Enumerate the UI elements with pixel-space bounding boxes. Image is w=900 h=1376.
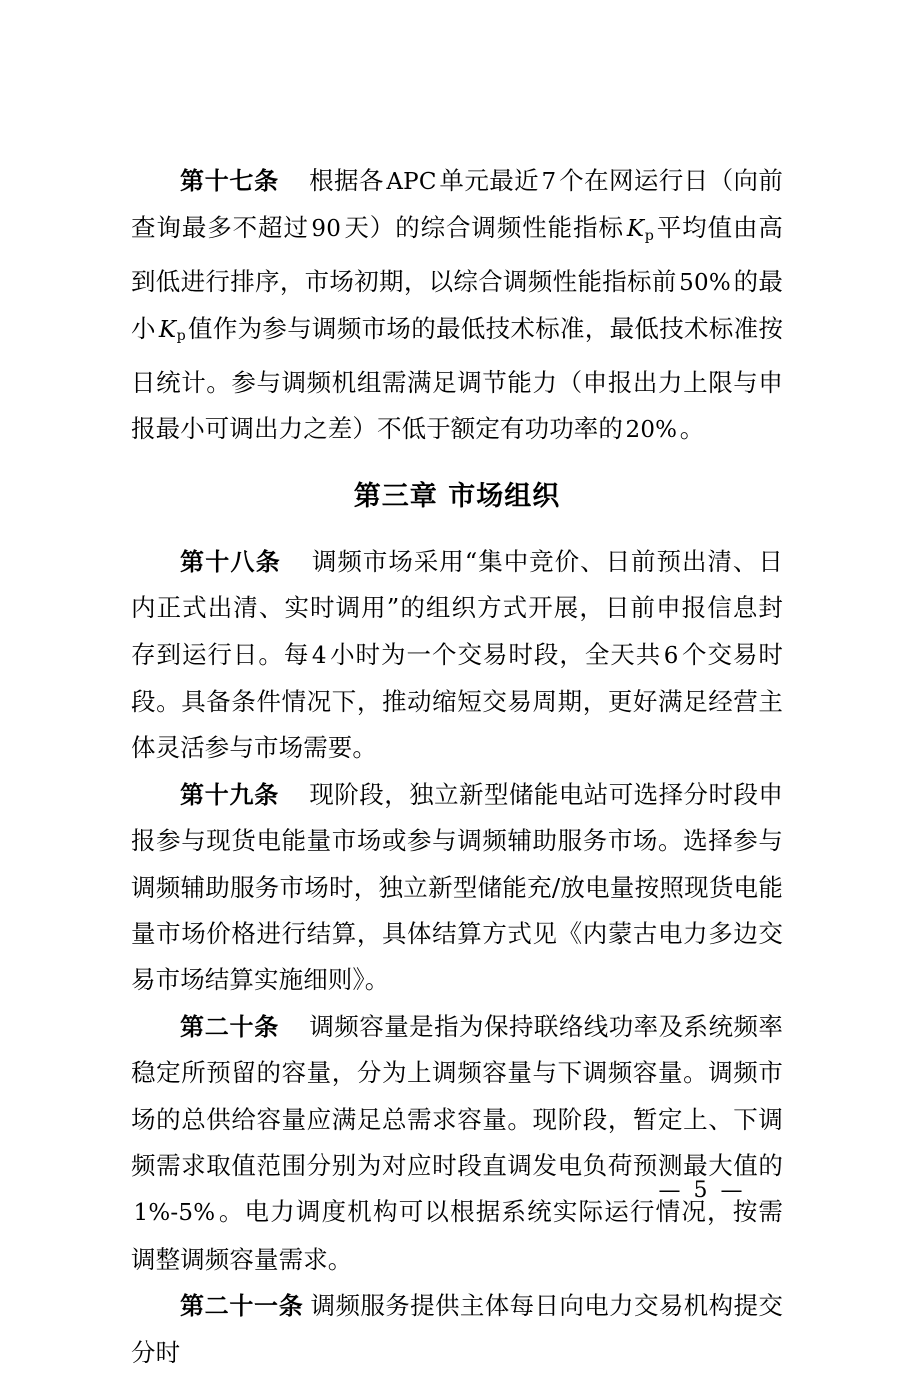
paragraph-article-17	[131, 158, 783, 454]
article-17-text-6: 的最小	[131, 266, 783, 344]
article-17-text-4: 天）的综合调频性能指标	[343, 213, 624, 243]
article-17-latin-1: APC	[386, 169, 437, 195]
article-20-latin-1: 1%-5%	[133, 1200, 216, 1227]
article-label-19: 第十九条	[180, 780, 279, 809]
article-17-text-1: 根据各	[308, 166, 384, 195]
article-19-text-1: 现阶段，独立新型储能电站可选择分时段申报参与现货电能量市场或参与调频辅助服务市场。选择参与调频辅助服务市场时，独立新型储能充/放电量按照现货电能量市场价格进行结算，具体结算方式见《内蒙古电力多边交易市场结算实施细则》。	[131, 779, 783, 995]
paragraph-article-20	[131, 1004, 783, 1283]
article-17-latin-4: 50%	[679, 269, 731, 296]
article-18-text-2: 小时为一个交易时段，全天共	[329, 639, 662, 669]
page-footer	[0, 1178, 900, 1203]
variable-kp-1-subscript: p	[644, 227, 654, 244]
article-17-latin-2: 7	[541, 169, 557, 195]
paragraph-article-18	[131, 539, 783, 772]
variable-kp-1-base: K	[626, 216, 645, 243]
article-17-text-3: 个在网运行日（向前查询最多不超过	[131, 166, 783, 243]
article-17-text-8: 。	[679, 414, 705, 444]
article-label-21: 第二十一条	[180, 1292, 304, 1321]
paragraph-article-19	[131, 772, 783, 1004]
variable-kp-2-subscript: p	[176, 328, 186, 345]
variable-kp-1	[624, 216, 656, 242]
article-17-text-5: 平均值由高到低进行排序，市场初期，以综合调频性能指标前	[131, 213, 783, 296]
article-label-18: 第十八条	[180, 547, 282, 576]
variable-kp-2-base: K	[158, 317, 177, 344]
article-20-text-2: 。电力调度机构可以根据系统实际运行情况，按需调整调频容量需求。	[131, 1197, 783, 1274]
article-18-text-3: 个交易时段。具备条件情况下，推动缩短交易周期，更好满足经营主体灵活参与市场需要。	[131, 639, 783, 763]
article-18-latin-2: 6	[663, 642, 679, 669]
article-21-text-1: 调频服务提供主体每日向电力交易机构提交分时	[131, 1291, 783, 1367]
article-18-text-1: 调频市场采用“集中竞价、日前预出清、日内正式出清、实时调用”的组织方式开展，日前申报信息封存到运行日。每	[131, 546, 783, 669]
variable-kp-2	[156, 317, 188, 343]
article-17-latin-3: 90	[311, 216, 342, 243]
article-18-latin-1: 4	[311, 642, 327, 669]
article-17-text-2: 单元最近	[439, 166, 540, 195]
page-number: — 5 —	[658, 1178, 746, 1203]
article-label-17: 第十七条	[180, 167, 279, 195]
article-17-text-7: 值作为参与调频市场的最低技术标准，最低技术标准按日统计。参与调频机组需满足调节能力（申报出力上限与申报最小可调出力之差）不低于额定有功功率的	[131, 314, 783, 444]
article-20-text-1: 调频容量是指为保持联络线功率及系统频率稳定所预留的容量，分为上调频容量与下调频容量。调频市场的总供给容量应满足总需求容量。现阶段，暂定上、下调频需求取值范围分别为对应时段直调发电负荷预测最大值的	[131, 1011, 783, 1180]
paragraph-article-21	[131, 1283, 783, 1376]
article-17-latin-5: 20%	[625, 417, 678, 444]
chapter-heading-3: 第三章 市场组织	[353, 480, 561, 512]
article-label-20: 第二十条	[180, 1012, 279, 1041]
